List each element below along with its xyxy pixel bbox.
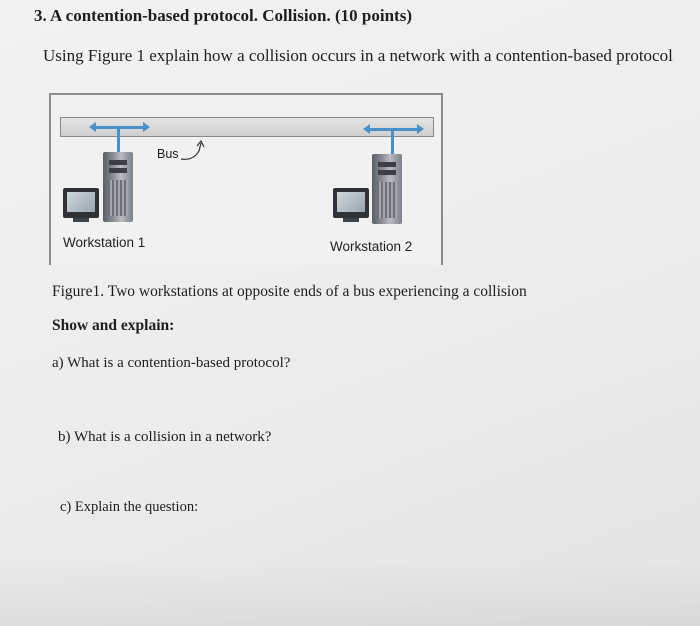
workstation-1-label: Workstation 1 bbox=[63, 235, 146, 250]
figure-caption: Figure1. Two workstations at opposite ends of a bus experiencing a collision bbox=[52, 283, 527, 300]
workstation-2-monitor-icon bbox=[333, 188, 369, 218]
network-figure bbox=[49, 93, 443, 265]
question-prompt: Using Figure 1 explain how a collision occurs in a network with a contention-based protocol bbox=[43, 46, 673, 65]
task-c: c) Explain the question: bbox=[60, 499, 199, 515]
bus-label: Bus bbox=[157, 147, 179, 161]
bus-arrow-icon bbox=[179, 139, 209, 165]
workstation-2-label: Workstation 2 bbox=[330, 239, 413, 254]
question-heading: 3. A contention-based protocol. Collision. (10 points) bbox=[34, 6, 412, 25]
workstation-1-tower-icon bbox=[103, 152, 133, 222]
workstation-1-monitor-icon bbox=[63, 188, 99, 218]
tasks-heading: Show and explain: bbox=[52, 317, 175, 334]
workstation-2-tower-icon bbox=[372, 154, 402, 224]
page-shadow bbox=[0, 560, 700, 626]
task-a: a) What is a contention-based protocol? bbox=[52, 355, 291, 371]
task-b: b) What is a collision in a network? bbox=[58, 429, 272, 445]
